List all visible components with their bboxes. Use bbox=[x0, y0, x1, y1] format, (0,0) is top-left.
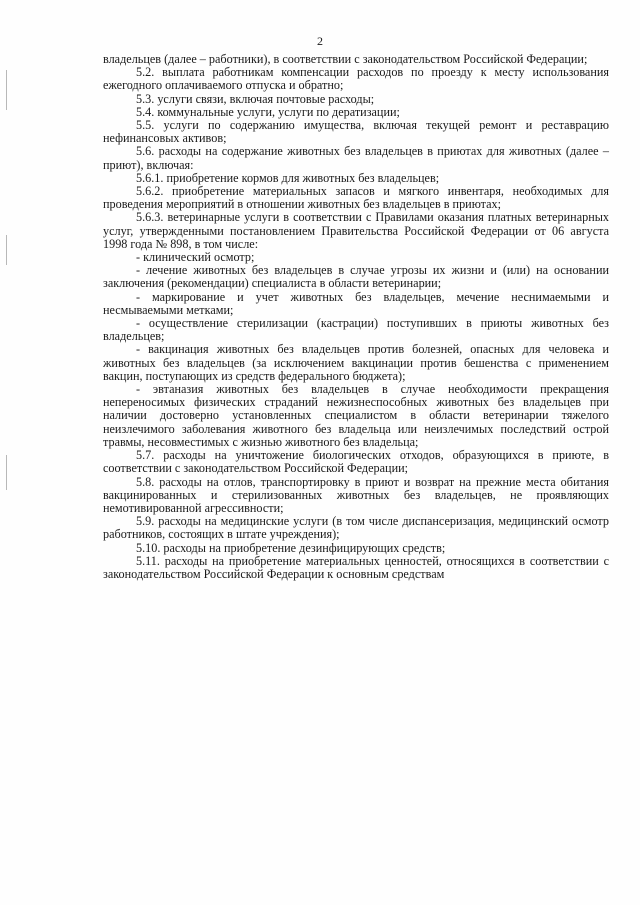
paragraph: 5.7. расходы на уничтожение биологических отходов, образующихся в приюте, в соответствии с законодательством Российской Федерации; bbox=[103, 448, 609, 476]
paragraph: - маркирование и учет животных без владельцев, мечение неснимаемыми и несмываемыми метками; bbox=[103, 289, 609, 317]
scan-margin-mark bbox=[6, 235, 7, 265]
paragraph: 5.10. расходы на приобретение дезинфицирующих средств; bbox=[136, 540, 446, 555]
paragraph: 5.6. расходы на содержание животных без владельцев в приютах для животных (далее – приют), включая: bbox=[103, 144, 609, 172]
paragraph: 5.4. коммунальные услуги, услуги по дератизации; bbox=[136, 104, 400, 119]
paragraph: 5.6.2. приобретение материальных запасов и мягкого инвентаря, необходимых для проведения мероприятий в отношении животных без владельцев в приютах; bbox=[103, 184, 609, 212]
paragraph: 5.6.1. приобретение кормов для животных без владельцев; bbox=[136, 170, 440, 185]
paragraph: - лечение животных без владельцев в случае угрозы их жизни и (или) на основании заключения (рекомендации) специалиста в области ветеринарии; bbox=[103, 263, 609, 291]
paragraph: 5.2. выплата работникам компенсации расходов по проезду к месту использования ежегодного оплачиваемого отпуска и обратно; bbox=[103, 65, 609, 93]
paragraph: 5.11. расходы на приобретение материальных ценностей, относящихся в соответствии с законодательством Российской Федерации к основным средствам bbox=[103, 553, 609, 581]
scan-margin-mark bbox=[6, 70, 7, 110]
paragraph: 5.6.3. ветеринарные услуги в соответствии с Правилами оказания платных ветеринарных услуг, утвержденными постановлением Правительства Российской Федерации от 06 августа 1998 года № 898, в том числе: bbox=[103, 210, 609, 251]
paragraph: - осуществление стерилизации (кастрации) поступивших в приюты животных без владельцев; bbox=[103, 316, 609, 344]
paragraph: 5.5. услуги по содержанию имущества, включая текущей ремонт и реставрацию нефинансовых активов; bbox=[103, 118, 609, 146]
paragraph: 5.3. услуги связи, включая почтовые расходы; bbox=[136, 91, 375, 106]
paragraph: владельцев (далее – работники), в соответствии с законодательством Российской Федерации; bbox=[103, 52, 588, 66]
page-number: 2 bbox=[317, 34, 323, 48]
document-body bbox=[103, 53, 609, 581]
paragraph: - клинический осмотр; bbox=[136, 250, 255, 265]
paragraph: - эвтаназия животных без владельцев в случае необходимости прекращения непереносимых физических страданий нежизнеспособных животных без владельцев при наличии достоверно установленных специалистом в области ветеринарии тяжелого неизлечимого заболевания животного без владельца или неизлечимых последствий острой травмы, несовместимых с жизнью животного без владельца; bbox=[103, 382, 609, 449]
paragraph: - вакцинация животных без владельцев против болезней, опасных для человека и животных без владельцев (за исключением вакцинации против бешенства с применением вакцин, поступающих из средств федерального бюджета); bbox=[103, 342, 609, 383]
paragraph: 5.8. расходы на отлов, транспортировку в приют и возврат на прежние места обитания вакцинированных и стерилизованных животных без владельцев, не проявляющих немотивированной агрессивности; bbox=[103, 474, 609, 515]
scan-margin-mark bbox=[6, 455, 7, 490]
paragraph: 5.9. расходы на медицинские услуги (в том числе диспансеризация, медицинский осмотр работников, состоящих в штате учреждения); bbox=[103, 514, 609, 542]
